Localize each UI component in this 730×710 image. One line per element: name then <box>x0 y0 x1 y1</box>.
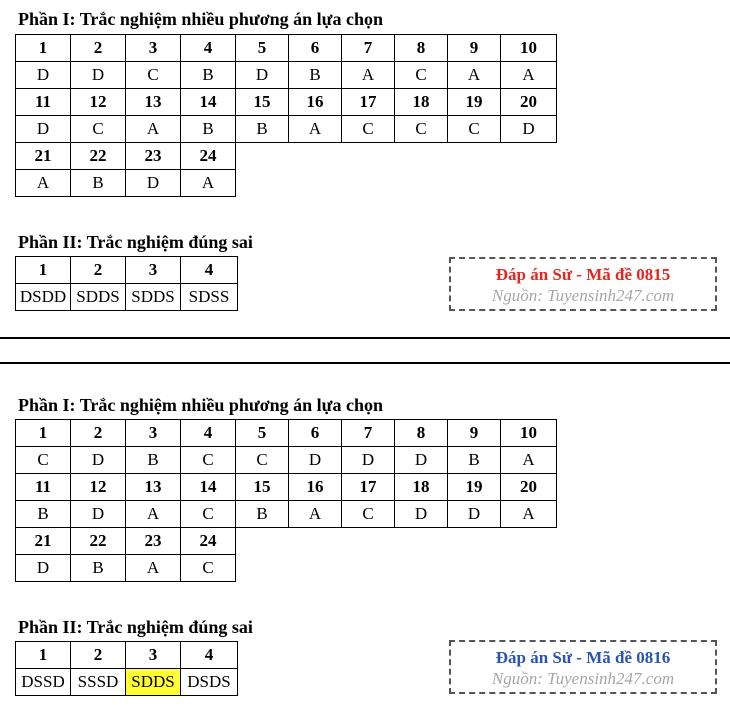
answer-cell: D <box>71 62 126 89</box>
answer-row <box>16 501 557 528</box>
question-number: 3 <box>126 257 181 284</box>
part1-answer-table <box>15 419 557 582</box>
question-number-row <box>16 257 238 284</box>
question-number: 2 <box>71 257 126 284</box>
answer-cell: DSSD <box>16 669 71 696</box>
part1-answer-table <box>15 34 557 197</box>
question-number: 18 <box>395 474 448 501</box>
answer-cell: C <box>16 447 71 474</box>
answer-cell: B <box>289 62 342 89</box>
question-number-row <box>16 89 557 116</box>
part1-title: Phần I: Trắc nghiệm nhiều phương án lựa chọn <box>18 9 383 29</box>
question-number: 9 <box>448 420 501 447</box>
answer-cell: B <box>71 170 126 197</box>
answer-cell: A <box>16 170 71 197</box>
answer-row <box>16 170 557 197</box>
question-number: 8 <box>395 420 448 447</box>
empty-cell <box>236 528 557 555</box>
answer-cell: B <box>181 62 236 89</box>
question-number: 17 <box>342 474 395 501</box>
answer-cell: C <box>342 501 395 528</box>
question-number: 23 <box>126 143 181 170</box>
answer-cell: D <box>16 116 71 143</box>
answer-cell: C <box>126 62 181 89</box>
separator-line <box>0 337 730 339</box>
answer-cell: D <box>289 447 342 474</box>
question-number: 24 <box>181 143 236 170</box>
question-number: 2 <box>71 642 126 669</box>
question-number: 2 <box>71 420 126 447</box>
question-number: 14 <box>181 474 236 501</box>
answer-cell: B <box>236 116 289 143</box>
answer-cell: A <box>181 170 236 197</box>
question-number: 14 <box>181 89 236 116</box>
answer-cell: D <box>342 447 395 474</box>
question-number: 3 <box>126 420 181 447</box>
answer-cell: B <box>181 116 236 143</box>
answer-cell: C <box>236 447 289 474</box>
answer-cell: C <box>395 62 448 89</box>
empty-cell <box>236 555 557 582</box>
question-number: 1 <box>16 420 71 447</box>
answer-cell: B <box>71 555 126 582</box>
answer-row <box>16 62 557 89</box>
question-number: 7 <box>342 35 395 62</box>
question-number: 24 <box>181 528 236 555</box>
answer-cell: A <box>501 62 557 89</box>
answer-cell: C <box>342 116 395 143</box>
answer-row <box>16 447 557 474</box>
answer-cell: C <box>71 116 126 143</box>
answer-cell: A <box>501 447 557 474</box>
source-credit: Nguồn: Tuyensinh247.com <box>491 286 675 305</box>
answer-cell: D <box>448 501 501 528</box>
question-number-row <box>16 35 557 62</box>
question-number: 13 <box>126 474 181 501</box>
question-number: 17 <box>342 89 395 116</box>
question-number: 22 <box>71 143 126 170</box>
answer-key-title: Đáp án Sử - Mã đề 0816 <box>495 648 671 667</box>
question-number-row <box>16 420 557 447</box>
question-number: 3 <box>126 35 181 62</box>
answer-cell: C <box>448 116 501 143</box>
part2-answer-table <box>15 256 238 311</box>
answer-cell: D <box>236 62 289 89</box>
empty-cell <box>236 143 557 170</box>
question-number: 9 <box>448 35 501 62</box>
question-number: 2 <box>71 35 126 62</box>
answer-cell: SDDS <box>71 284 126 311</box>
answer-cell: DSDD <box>16 284 71 311</box>
question-number: 15 <box>236 474 289 501</box>
answer-cell: SDSS <box>181 284 238 311</box>
answer-cell: SDDS <box>126 284 181 311</box>
answer-cell: SSSD <box>71 669 126 696</box>
answer-cell: DSDS <box>181 669 238 696</box>
answer-cell: A <box>342 62 395 89</box>
answer-cell: D <box>16 555 71 582</box>
answer-key-title: Đáp án Sử - Mã đề 0815 <box>495 265 671 284</box>
question-number-row <box>16 642 238 669</box>
answer-cell: A <box>126 501 181 528</box>
question-number: 21 <box>16 143 71 170</box>
question-number: 16 <box>289 89 342 116</box>
answer-cell: A <box>289 116 342 143</box>
question-number-row <box>16 143 557 170</box>
answer-key-box <box>449 257 717 311</box>
answer-cell: B <box>16 501 71 528</box>
answer-cell: C <box>181 447 236 474</box>
question-number: 8 <box>395 35 448 62</box>
answer-cell: A <box>289 501 342 528</box>
answer-cell: C <box>395 116 448 143</box>
answer-row <box>16 555 557 582</box>
question-number-row <box>16 474 557 501</box>
question-number: 22 <box>71 528 126 555</box>
question-number: 16 <box>289 474 342 501</box>
question-number: 19 <box>448 89 501 116</box>
answer-cell: C <box>181 501 236 528</box>
answer-cell: B <box>448 447 501 474</box>
question-number: 23 <box>126 528 181 555</box>
separator-line <box>0 362 730 364</box>
question-number: 12 <box>71 89 126 116</box>
source-credit: Nguồn: Tuyensinh247.com <box>491 669 675 688</box>
part1-title: Phần I: Trắc nghiệm nhiều phương án lựa chọn <box>18 395 383 415</box>
answer-cell: A <box>126 555 181 582</box>
part2-title: Phần II: Trắc nghiệm đúng sai <box>18 617 253 637</box>
question-number: 4 <box>181 257 238 284</box>
question-number: 11 <box>16 474 71 501</box>
question-number: 13 <box>126 89 181 116</box>
question-number: 4 <box>181 642 238 669</box>
answer-cell: D <box>126 170 181 197</box>
question-number: 3 <box>126 642 181 669</box>
answer-cell: A <box>501 501 557 528</box>
question-number: 5 <box>236 420 289 447</box>
answer-cell: D <box>395 501 448 528</box>
empty-cell <box>236 170 557 197</box>
question-number: 20 <box>501 474 557 501</box>
question-number: 6 <box>289 420 342 447</box>
question-number: 6 <box>289 35 342 62</box>
part2-title: Phần II: Trắc nghiệm đúng sai <box>18 232 253 252</box>
answer-cell: A <box>448 62 501 89</box>
answer-cell: D <box>395 447 448 474</box>
question-number: 10 <box>501 35 557 62</box>
question-number: 11 <box>16 89 71 116</box>
answer-cell: B <box>126 447 181 474</box>
question-number: 19 <box>448 474 501 501</box>
question-number: 5 <box>236 35 289 62</box>
answer-row <box>16 116 557 143</box>
question-number: 1 <box>16 257 71 284</box>
question-number: 7 <box>342 420 395 447</box>
question-number-row <box>16 528 557 555</box>
highlighted-answer-cell: SDDS <box>126 669 181 696</box>
question-number: 1 <box>16 35 71 62</box>
question-number: 4 <box>181 420 236 447</box>
question-number: 21 <box>16 528 71 555</box>
answer-cell: D <box>16 62 71 89</box>
answer-cell: D <box>71 447 126 474</box>
answer-cell: B <box>236 501 289 528</box>
answer-cell: D <box>501 116 557 143</box>
part2-answer-table <box>15 641 238 696</box>
question-number: 1 <box>16 642 71 669</box>
question-number: 10 <box>501 420 557 447</box>
answer-cell: D <box>71 501 126 528</box>
question-number: 4 <box>181 35 236 62</box>
answer-key-box <box>449 640 717 694</box>
answer-row <box>16 284 238 311</box>
question-number: 20 <box>501 89 557 116</box>
question-number: 15 <box>236 89 289 116</box>
answer-cell: A <box>126 116 181 143</box>
question-number: 18 <box>395 89 448 116</box>
question-number: 12 <box>71 474 126 501</box>
answer-row <box>16 669 238 696</box>
answer-cell: C <box>181 555 236 582</box>
